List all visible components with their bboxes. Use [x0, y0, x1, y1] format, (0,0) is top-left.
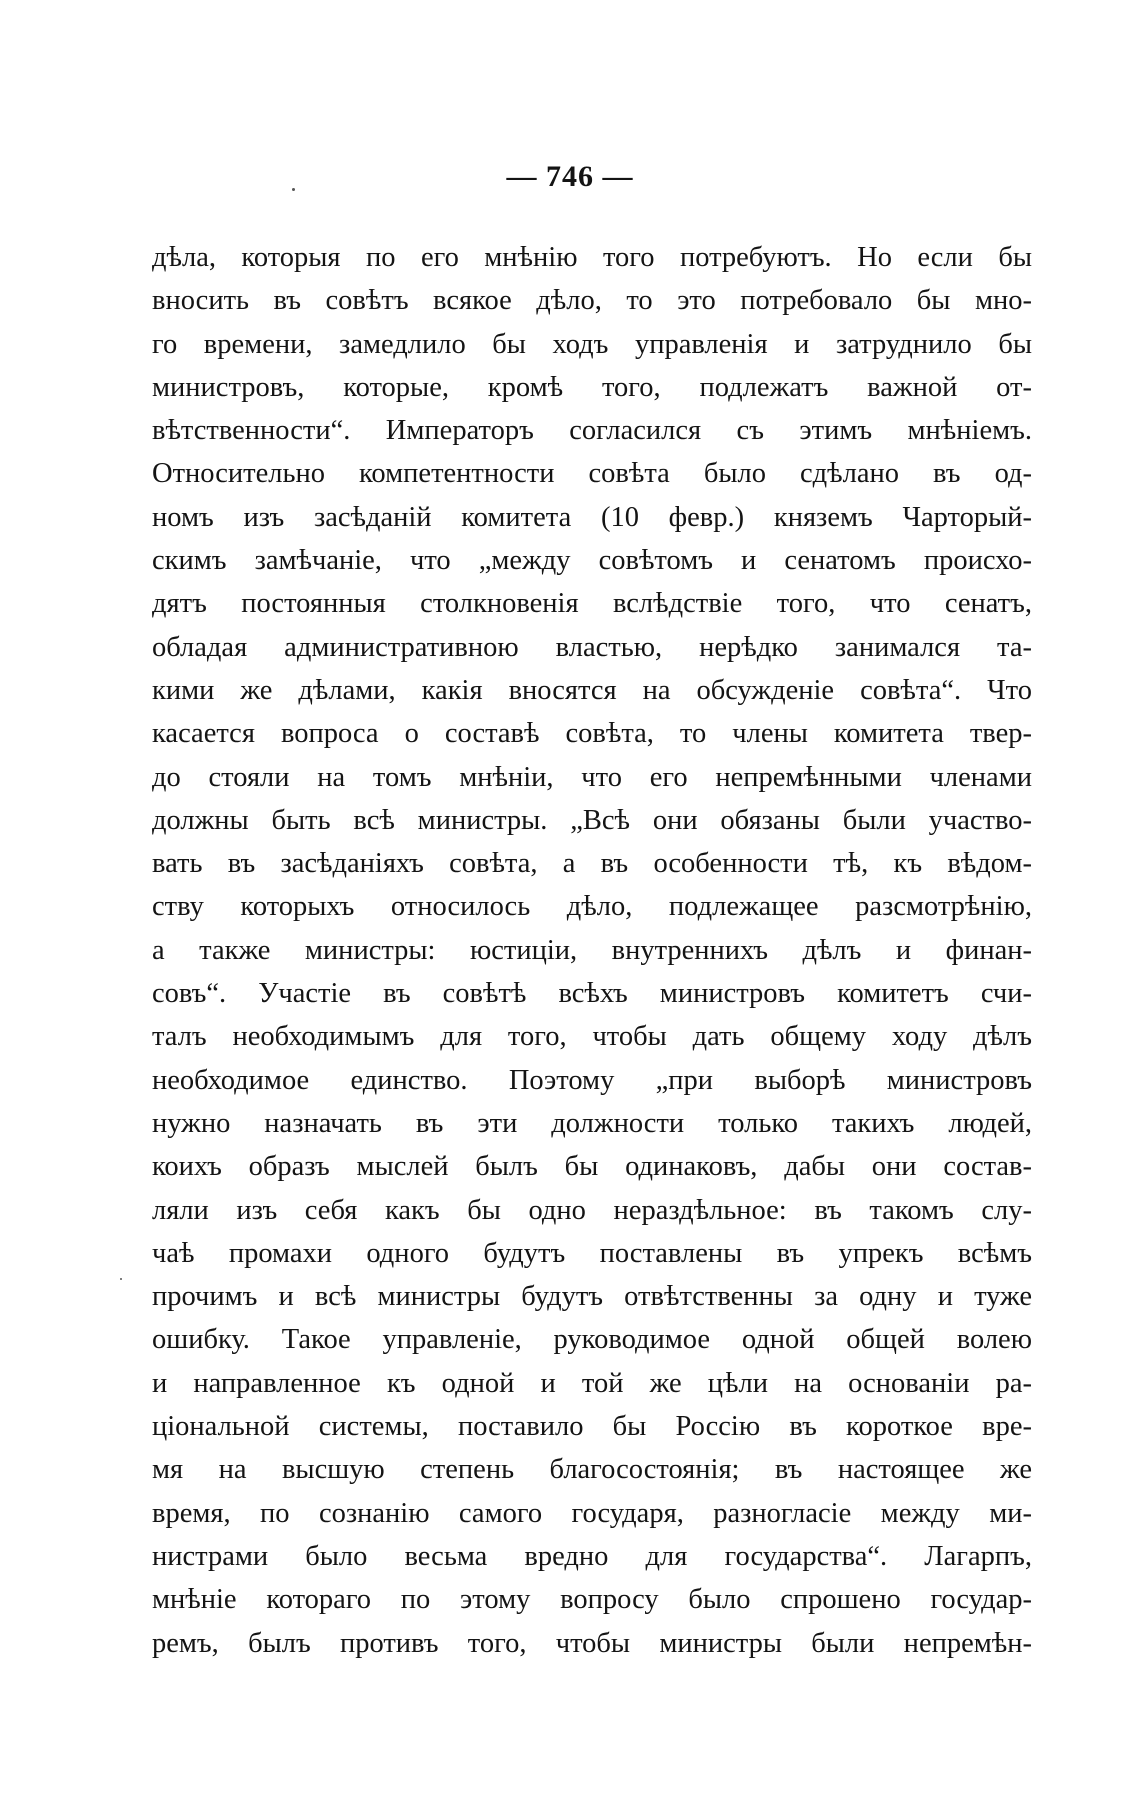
text-line: дѣла, которыя по его мнѣнію того потребуютъ. Но если бы: [152, 242, 1032, 273]
text-line: вѣтственности“. Императоръ согласился съ этимъ мнѣніемъ.: [152, 415, 1032, 447]
text-line: должны быть всѣ министры. „Всѣ они обязаны были участво-: [152, 804, 1032, 836]
text-line: го времени, замедлило бы ходъ управленія и затруднило бы: [152, 328, 1032, 360]
text-line: обладая административною властью, нерѣдко занимался та-: [152, 631, 1032, 663]
text-line: а также министры: юстиціи, внутреннихъ дѣлъ и финан-: [152, 934, 1032, 966]
print-speck: [120, 1278, 122, 1280]
text-line: мя на высшую степень благосостоянія; въ настоящее же: [152, 1454, 1032, 1486]
text-line: коихъ образъ мыслей былъ бы одинаковъ, дабы они состав-: [152, 1151, 1032, 1183]
text-line: время, по сознанію самого государя, разногласіе между ми-: [152, 1497, 1032, 1529]
text-line: чаѣ промахи одного будутъ поставлены въ упрекъ всѣмъ: [152, 1237, 1032, 1269]
text-line: совъ“. Участіе въ совѣтѣ всѣхъ министровъ комитетъ счи-: [152, 978, 1032, 1010]
text-line: необходимое единство. Поэтому „при выборѣ министровъ: [152, 1064, 1032, 1096]
text-line: ціональной системы, поставило бы Россію въ короткое вре-: [152, 1411, 1032, 1443]
text-line: и направленное къ одной и той же цѣли на основаніи ра-: [152, 1367, 1032, 1399]
text-line: талъ необходимымъ для того, чтобы дать общему ходу дѣлъ: [152, 1021, 1032, 1053]
text-line: нистрами было весьма вредно для государства“. Лагарпъ,: [152, 1540, 1032, 1572]
text-line: Относительно компетентности совѣта было сдѣлано въ од-: [152, 458, 1032, 490]
text-line: вать въ засѣданіяхъ совѣта, а въ особенности тѣ, къ вѣдом-: [152, 848, 1032, 880]
text-line: министровъ, которые, кромѣ того, подлежатъ важной от-: [152, 371, 1032, 403]
text-line: прочимъ и всѣ министры будутъ отвѣтственны за одну и туже: [152, 1281, 1032, 1313]
body-text: [152, 236, 1032, 1665]
page-number: — 746 —: [506, 160, 634, 193]
text-line: ляли изъ себя какъ бы одно нераздѣльное: въ такомъ слу-: [152, 1194, 1032, 1226]
text-line: нужно назначать въ эти должности только такихъ людей,: [152, 1107, 1032, 1139]
text-line: касается вопроса о составѣ совѣта, то члены комитета твер-: [152, 718, 1032, 750]
text-line: ошибку. Такое управленіе, руководимое одной общей волею: [152, 1324, 1032, 1356]
text-line: до стояли на томъ мнѣніи, что его непремѣнными членами: [152, 761, 1032, 793]
text-line: ремъ, былъ противъ того, чтобы министры были непремѣн-: [152, 1627, 1032, 1659]
text-line: мнѣніе котораго по этому вопросу было спрошено государ-: [152, 1584, 1032, 1616]
text-line: вносить въ совѣтъ всякое дѣло, то это потребовало бы мно-: [152, 285, 1032, 317]
text-line: кими же дѣлами, какія вносятся на обсужденіе совѣта“. Что: [152, 674, 1032, 706]
text-line: дятъ постоянныя столкновенія вслѣдствіе того, что сенатъ,: [152, 588, 1032, 620]
text-line: ству которыхъ относилось дѣло, подлежащее разсмотрѣнію,: [152, 891, 1032, 923]
text-line: скимъ замѣчаніе, что „между совѣтомъ и сенатомъ происхо-: [152, 545, 1032, 577]
text-line: номъ изъ засѣданій комитета (10 февр.) княземъ Чарторый-: [152, 501, 1032, 533]
